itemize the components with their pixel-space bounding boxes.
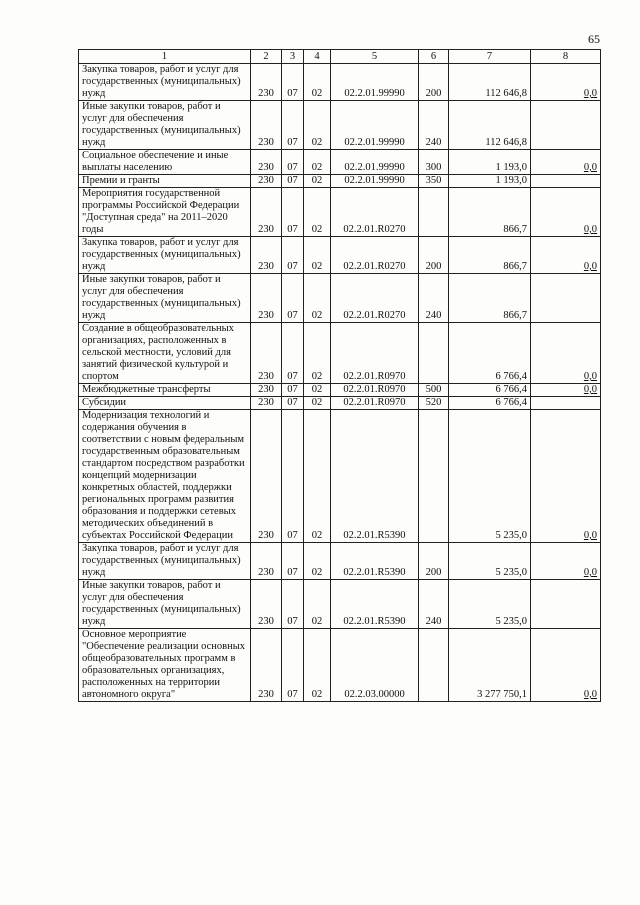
row-name: Закупка товаров, работ и услуг для государственных (муниципальных) нужд bbox=[79, 543, 251, 580]
amount-executed-value: 0,0 bbox=[583, 530, 597, 541]
amount-executed bbox=[531, 274, 601, 323]
subsection-code: 02 bbox=[304, 543, 331, 580]
expense-type-code: 240 bbox=[419, 580, 449, 629]
amount-executed-value: 0,0 bbox=[583, 371, 597, 382]
section-code: 07 bbox=[282, 580, 304, 629]
row-name: Основное мероприятие "Обеспечение реализации основных общеобразовательных программ в образовательных организациях, расположенных на территории автономного округа" bbox=[79, 629, 251, 702]
target-article-code: 02.2.01.99990 bbox=[331, 150, 419, 175]
header-cell: 8 bbox=[531, 50, 601, 64]
table-row bbox=[79, 237, 601, 274]
admin-code: 230 bbox=[251, 323, 282, 384]
amount-planned: 1 193,0 bbox=[449, 150, 531, 175]
admin-code: 230 bbox=[251, 150, 282, 175]
subsection-code: 02 bbox=[304, 64, 331, 101]
expense-type-code: 240 bbox=[419, 274, 449, 323]
page-number: 65 bbox=[588, 32, 600, 46]
expense-type-code: 200 bbox=[419, 64, 449, 101]
amount-planned: 112 646,8 bbox=[449, 64, 531, 101]
amount-executed-value: 0,0 bbox=[583, 162, 597, 173]
subsection-code: 02 bbox=[304, 101, 331, 150]
subsection-code: 02 bbox=[304, 629, 331, 702]
expense-type-code: 350 bbox=[419, 175, 449, 188]
target-article-code: 02.2.01.R0270 bbox=[331, 274, 419, 323]
table-row bbox=[79, 629, 601, 702]
section-code: 07 bbox=[282, 150, 304, 175]
section-code: 07 bbox=[282, 101, 304, 150]
amount-executed-value: 0,0 bbox=[583, 689, 597, 700]
row-name: Социальное обеспечение и иные выплаты населению bbox=[79, 150, 251, 175]
amount-executed bbox=[531, 384, 601, 397]
admin-code: 230 bbox=[251, 175, 282, 188]
amount-executed-value: 0,0 bbox=[583, 384, 597, 395]
table-row bbox=[79, 397, 601, 410]
admin-code: 230 bbox=[251, 629, 282, 702]
amount-executed bbox=[531, 237, 601, 274]
amount-executed bbox=[531, 397, 601, 410]
header-cell: 7 bbox=[449, 50, 531, 64]
admin-code: 230 bbox=[251, 64, 282, 101]
amount-executed bbox=[531, 150, 601, 175]
section-code: 07 bbox=[282, 397, 304, 410]
amount-planned: 866,7 bbox=[449, 274, 531, 323]
expense-type-code: 240 bbox=[419, 101, 449, 150]
section-code: 07 bbox=[282, 64, 304, 101]
amount-executed-value: 0,0 bbox=[583, 567, 597, 578]
subsection-code: 02 bbox=[304, 188, 331, 237]
header-row bbox=[79, 50, 601, 64]
expense-type-code: 300 bbox=[419, 150, 449, 175]
row-name: Модернизация технологий и содержания обучения в соответствии с новым федеральным государственным образовательным стандартом посредством разработки концепций модернизации конкретных областей, поддержки региональных программ развития образования и поддержки сетевых методических объединений в субъектах Российской Федерации bbox=[79, 410, 251, 543]
expense-type-code bbox=[419, 410, 449, 543]
amount-executed bbox=[531, 543, 601, 580]
row-name: Мероприятия государственной программы Российской Федерации "Доступная среда" на 2011–2020 годы bbox=[79, 188, 251, 237]
amount-planned: 6 766,4 bbox=[449, 397, 531, 410]
amount-executed bbox=[531, 64, 601, 101]
header-cell: 3 bbox=[282, 50, 304, 64]
subsection-code: 02 bbox=[304, 274, 331, 323]
target-article-code: 02.2.01.R0970 bbox=[331, 397, 419, 410]
admin-code: 230 bbox=[251, 384, 282, 397]
subsection-code: 02 bbox=[304, 384, 331, 397]
admin-code: 230 bbox=[251, 188, 282, 237]
target-article-code: 02.2.01.R0270 bbox=[331, 188, 419, 237]
subsection-code: 02 bbox=[304, 397, 331, 410]
table-row bbox=[79, 323, 601, 384]
row-name: Закупка товаров, работ и услуг для государственных (муниципальных) нужд bbox=[79, 64, 251, 101]
table-row bbox=[79, 175, 601, 188]
table-row bbox=[79, 384, 601, 397]
admin-code: 230 bbox=[251, 237, 282, 274]
admin-code: 230 bbox=[251, 101, 282, 150]
section-code: 07 bbox=[282, 323, 304, 384]
row-name: Межбюджетные трансферты bbox=[79, 384, 251, 397]
row-name: Иные закупки товаров, работ и услуг для обеспечения государственных (муниципальных) нужд bbox=[79, 580, 251, 629]
expense-type-code: 520 bbox=[419, 397, 449, 410]
row-name: Закупка товаров, работ и услуг для государственных (муниципальных) нужд bbox=[79, 237, 251, 274]
table-row bbox=[79, 101, 601, 150]
amount-planned: 5 235,0 bbox=[449, 580, 531, 629]
table-row bbox=[79, 580, 601, 629]
row-name: Создание в общеобразовательных организациях, расположенных в сельской местности, условий для занятий физической культурой и спортом bbox=[79, 323, 251, 384]
section-code: 07 bbox=[282, 237, 304, 274]
amount-executed bbox=[531, 580, 601, 629]
admin-code: 230 bbox=[251, 274, 282, 323]
amount-executed-value: 0,0 bbox=[583, 88, 597, 99]
section-code: 07 bbox=[282, 175, 304, 188]
amount-executed bbox=[531, 101, 601, 150]
expense-type-code: 200 bbox=[419, 237, 449, 274]
target-article-code: 02.2.01.99990 bbox=[331, 101, 419, 150]
row-name: Иные закупки товаров, работ и услуг для обеспечения государственных (муниципальных) нужд bbox=[79, 274, 251, 323]
admin-code: 230 bbox=[251, 543, 282, 580]
amount-planned: 5 235,0 bbox=[449, 543, 531, 580]
target-article-code: 02.2.01.R0970 bbox=[331, 323, 419, 384]
row-name: Премии и гранты bbox=[79, 175, 251, 188]
amount-executed-value: 0,0 bbox=[583, 224, 597, 235]
row-name: Иные закупки товаров, работ и услуг для обеспечения государственных (муниципальных) нужд bbox=[79, 101, 251, 150]
target-article-code: 02.2.01.R5390 bbox=[331, 580, 419, 629]
expense-type-code bbox=[419, 188, 449, 237]
amount-executed bbox=[531, 629, 601, 702]
amount-planned: 866,7 bbox=[449, 188, 531, 237]
amount-planned: 866,7 bbox=[449, 237, 531, 274]
header-cell: 6 bbox=[419, 50, 449, 64]
subsection-code: 02 bbox=[304, 323, 331, 384]
target-article-code: 02.2.03.00000 bbox=[331, 629, 419, 702]
admin-code: 230 bbox=[251, 410, 282, 543]
header-cell: 5 bbox=[331, 50, 419, 64]
header-cell: 1 bbox=[79, 50, 251, 64]
section-code: 07 bbox=[282, 384, 304, 397]
section-code: 07 bbox=[282, 188, 304, 237]
expense-type-code: 200 bbox=[419, 543, 449, 580]
target-article-code: 02.2.01.R5390 bbox=[331, 543, 419, 580]
subsection-code: 02 bbox=[304, 150, 331, 175]
table-row bbox=[79, 543, 601, 580]
admin-code: 230 bbox=[251, 397, 282, 410]
expense-type-code bbox=[419, 323, 449, 384]
section-code: 07 bbox=[282, 410, 304, 543]
amount-executed bbox=[531, 323, 601, 384]
section-code: 07 bbox=[282, 543, 304, 580]
subsection-code: 02 bbox=[304, 410, 331, 543]
subsection-code: 02 bbox=[304, 580, 331, 629]
header-cell: 2 bbox=[251, 50, 282, 64]
table-row bbox=[79, 274, 601, 323]
budget-table bbox=[78, 49, 601, 702]
amount-executed bbox=[531, 188, 601, 237]
amount-executed-value: 0,0 bbox=[583, 261, 597, 272]
amount-planned: 1 193,0 bbox=[449, 175, 531, 188]
row-name: Субсидии bbox=[79, 397, 251, 410]
subsection-code: 02 bbox=[304, 237, 331, 274]
subsection-code: 02 bbox=[304, 175, 331, 188]
section-code: 07 bbox=[282, 274, 304, 323]
amount-planned: 3 277 750,1 bbox=[449, 629, 531, 702]
table-row bbox=[79, 150, 601, 175]
target-article-code: 02.2.01.R0970 bbox=[331, 384, 419, 397]
target-article-code: 02.2.01.99990 bbox=[331, 64, 419, 101]
expense-type-code: 500 bbox=[419, 384, 449, 397]
table-row bbox=[79, 64, 601, 101]
header-cell: 4 bbox=[304, 50, 331, 64]
expense-type-code bbox=[419, 629, 449, 702]
amount-planned: 6 766,4 bbox=[449, 323, 531, 384]
amount-planned: 112 646,8 bbox=[449, 101, 531, 150]
admin-code: 230 bbox=[251, 580, 282, 629]
target-article-code: 02.2.01.R0270 bbox=[331, 237, 419, 274]
target-article-code: 02.2.01.99990 bbox=[331, 175, 419, 188]
amount-executed bbox=[531, 410, 601, 543]
amount-executed bbox=[531, 175, 601, 188]
amount-planned: 6 766,4 bbox=[449, 384, 531, 397]
section-code: 07 bbox=[282, 629, 304, 702]
table-row bbox=[79, 410, 601, 543]
table-row bbox=[79, 188, 601, 237]
target-article-code: 02.2.01.R5390 bbox=[331, 410, 419, 543]
amount-planned: 5 235,0 bbox=[449, 410, 531, 543]
